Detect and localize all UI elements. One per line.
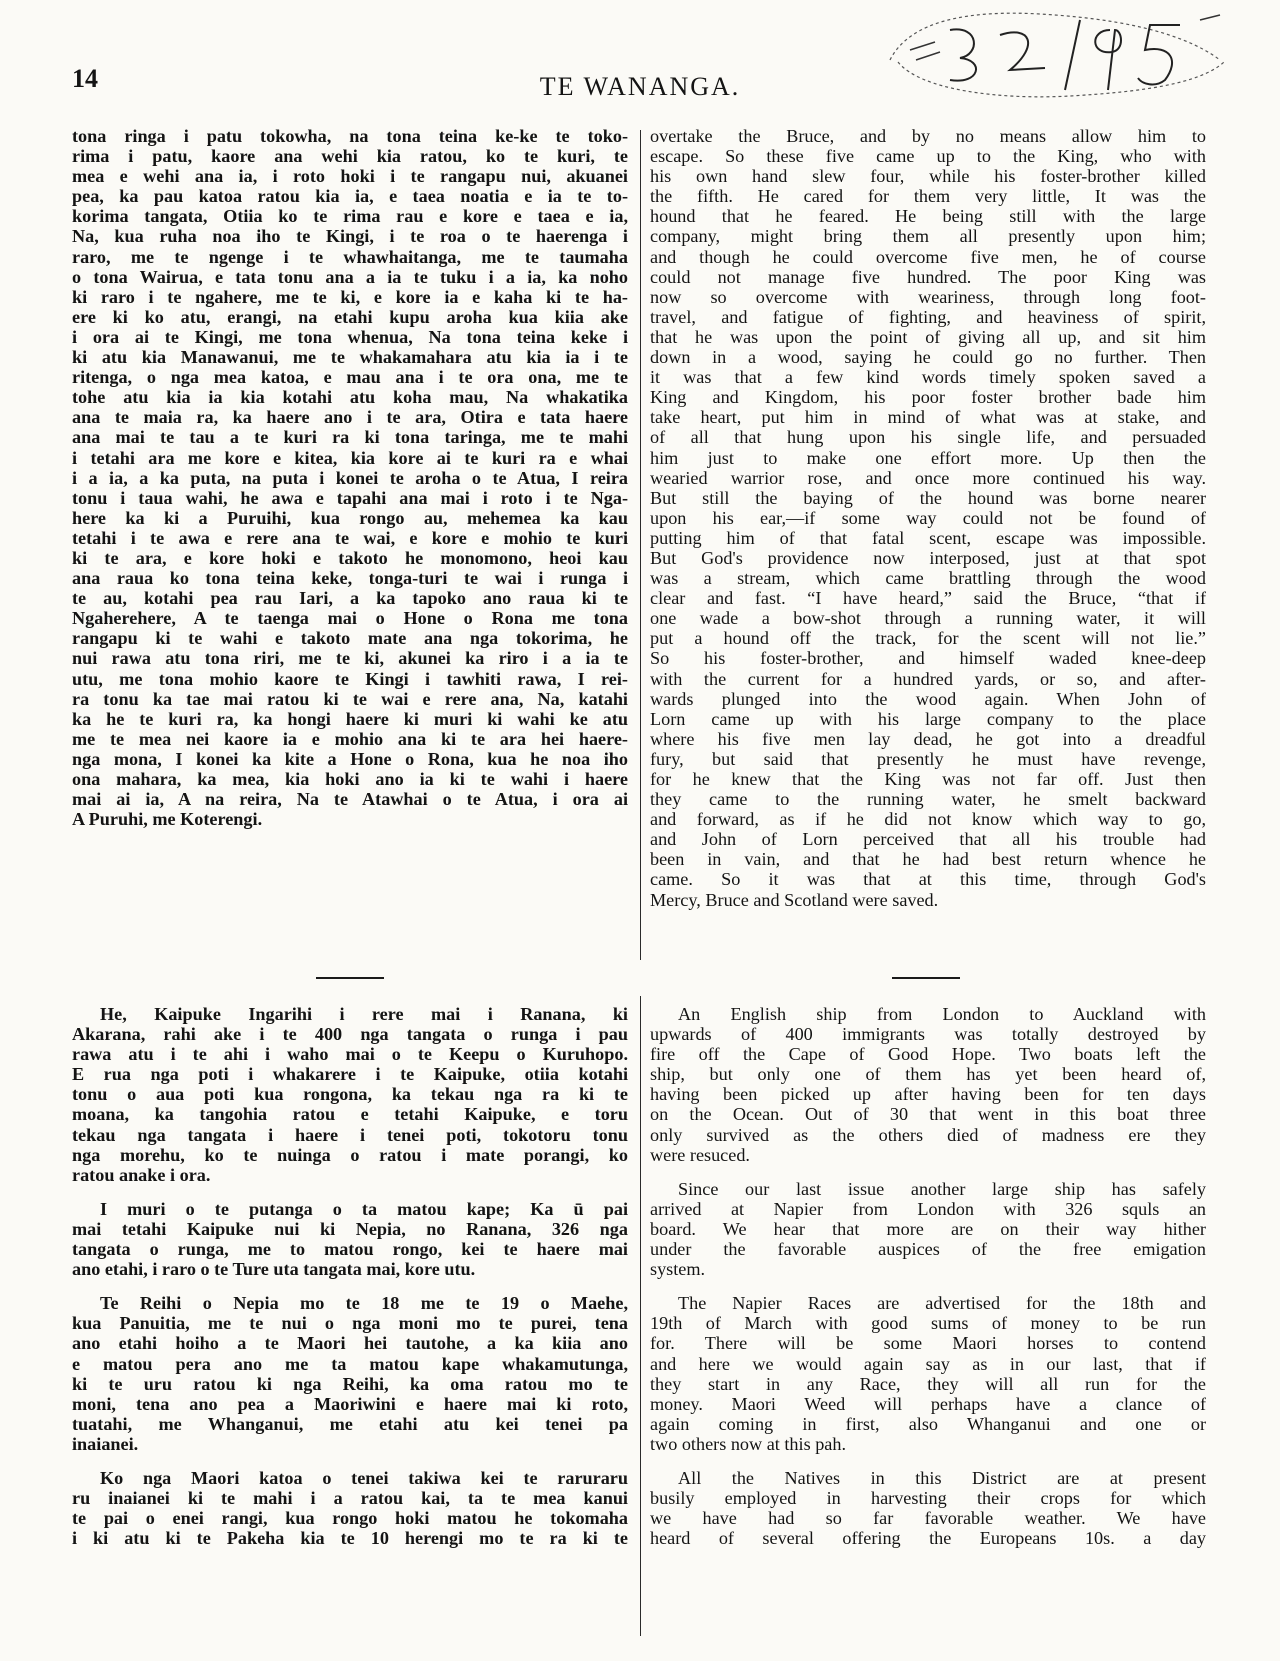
column-divider-upper — [640, 130, 641, 960]
text-line: moana, ka tangohia ratou e tetahi Kaipuke, e toru — [72, 1104, 628, 1125]
text-line: moni, tena ano pea a Maoriwini e haere mai ki roto, — [72, 1393, 628, 1414]
text-line: put a hound off the track, for the scent will not lie.” — [650, 628, 1206, 649]
text-line: ritenga, o nga mea katoa, e mau ana i te ora ona, me te — [72, 367, 628, 388]
text-line: ratou anake i ora. — [72, 1164, 211, 1185]
text-line: tetahi i te awa e rere ana te wai, e kore e mohio te kuri — [72, 527, 628, 548]
text-line: ana te maia ra, ka haere ano i te ara, Otira e tata haere — [72, 407, 628, 428]
maori-news-items — [72, 1004, 628, 1649]
text-line: with the current for a hundred yards, or so, and after- — [650, 668, 1206, 689]
text-line: hound that he feared. He being still with the large — [650, 206, 1206, 227]
text-line: So his foster-brother, and himself waded knee-deep — [650, 648, 1206, 669]
text-line: But God's providence now interposed, just at that spot — [650, 547, 1206, 568]
text-line: ru inaianei ki te mahi i a ratou kai, ta te mea kanui — [72, 1488, 628, 1509]
text-line: 19th of March with good sums of money to be run — [650, 1313, 1206, 1334]
text-line: wearied warrior rose, and once more continued his way. — [650, 467, 1206, 488]
column-divider-lower — [640, 996, 641, 1636]
running-title: TE WANANGA. — [539, 72, 741, 101]
text-line: and though he could overcome five men, he of course — [650, 246, 1206, 267]
text-line: for. There will be some Maori horses to contend — [650, 1333, 1206, 1354]
section-rule-left — [316, 977, 384, 979]
text-line: rawa atu i te ahi i waho mai o te Keepu o Kuruhopo. — [72, 1044, 628, 1065]
text-line: could not manage five hundred. The poor King was — [650, 266, 1206, 287]
text-line: Akarana, rahi ake i te 400 nga tangata o runga i pau — [72, 1024, 628, 1045]
text-line: wards plunged into the wood again. When John of — [650, 688, 1206, 709]
text-line: nui rawa atu tona riri, me te ki, akunei ka riro i a ia te — [72, 648, 628, 669]
text-line: fire off the Cape of Good Hope. Two boats left the — [650, 1044, 1206, 1065]
text-line: Since our last issue another large ship has safely — [678, 1178, 1206, 1199]
text-line: ere ki ko atu, erangi, na etahi kupu aroha kua kiia ake — [72, 306, 628, 327]
text-line: him just to make one effort more. Up then the — [650, 447, 1206, 468]
text-line: Ko nga Maori katoa o tenei takiwa kei te raruraru — [100, 1467, 628, 1488]
text-line: te au, kotahi pea rau Iari, a ka tapoko ano raua ki te — [72, 588, 628, 609]
text-line: tohe atu kia ia kia kotahi atu koha mau, Na whakatika — [72, 387, 628, 408]
text-line: escape. So these five came up to the King, who with — [650, 146, 1206, 167]
text-line: on the Ocean. Out of 30 that went in this boat three — [650, 1104, 1206, 1125]
text-line: An English ship from London to Auckland with — [678, 1004, 1206, 1024]
english-news-items — [650, 1004, 1206, 1649]
text-line: here ka ki a Puruihi, kua rongo au, mehemea ka kau — [72, 507, 628, 528]
text-line: ki te uru ratou ki nga Reihi, ka oma ratou mo te — [72, 1373, 628, 1394]
text-line: Te Reihi o Nepia mo te 18 me te 19 o Maehe, — [100, 1293, 628, 1314]
handwritten-catalogue-mark — [880, 0, 1240, 110]
maori-article-bruce — [72, 126, 628, 866]
text-line: tonu i taua wahi, he awa e tapahi ana mai i roto i te Nga- — [72, 487, 628, 508]
text-line: He, Kaipuke Ingarihi i rere mai i Ranana, ki — [100, 1004, 628, 1024]
text-line: tona ringa i patu tokowha, na tona teina ke-ke te toko- — [72, 126, 628, 146]
text-line: they start in any Race, they will all run for the — [650, 1373, 1206, 1394]
text-line: ano etahi, i raro o te Ture uta tangata mai, kore utu. — [72, 1259, 476, 1280]
paragraph — [650, 126, 1206, 910]
text-line: ki atu kia Manawanui, me te whakamahara atu kia ia i te — [72, 347, 628, 368]
text-line: The Napier Races are advertised for the 18th and — [678, 1293, 1206, 1314]
text-line: busily employed in harvesting their crops for which — [650, 1488, 1206, 1509]
text-line: rangapu ki te wahi e takoto mate ana nga tokorima, he — [72, 628, 628, 649]
text-line: Ngaherehere, A te taenga mai o Hone o Rona me tona — [72, 608, 628, 629]
text-line: down in a wood, saying he could go no further. Then — [650, 347, 1206, 368]
text-line: having been picked up after having been for ten days — [650, 1084, 1206, 1105]
paragraph — [650, 1179, 1206, 1279]
text-line: under the favorable auspices of the free emigation — [650, 1239, 1206, 1260]
text-line: tonu o aua poti kua rongona, ka tekau nga ra ki te — [72, 1084, 628, 1105]
text-line: came. So it was that at this time, through God's — [650, 869, 1206, 890]
text-line: money. Maori Weed will perhaps have a clance of — [650, 1393, 1206, 1414]
text-line: pea, ka pau katoa ratou kia ia, e taea noatia e ia te to- — [72, 186, 628, 207]
text-line: it was that a few kind words timely spoken saved a — [650, 367, 1206, 388]
text-line: me te mea nei kaore ia e mohio ana ki te ara hei haere- — [72, 728, 628, 749]
english-article-bruce — [650, 126, 1206, 976]
text-line: upon his ear,—if some way could not be found of — [650, 507, 1206, 528]
text-line: e matou pera ano me ta matou kape whakamutunga, — [72, 1353, 628, 1374]
text-line: of all that hung upon his single life, and persuaded — [650, 427, 1206, 448]
text-line: the fifth. He cared for them very little, It was the — [650, 186, 1206, 207]
text-line: that he was upon the point of giving all up, and sit him — [650, 326, 1206, 347]
paragraph — [72, 126, 628, 829]
text-line: te pai o enei rangi, kua rongo hoki matou he tokomaha — [72, 1508, 628, 1529]
text-line: mea e wehi ana ia, i roto hoki i te rangapu nui, akuanei — [72, 166, 628, 187]
section-rule-right — [892, 977, 960, 979]
text-line: ki te ara, e kore hoki e takoto he monomono, heoi kau — [72, 547, 628, 568]
text-line: was a stream, which came brattling through the wood — [650, 568, 1206, 589]
paragraph — [650, 1468, 1206, 1548]
text-line: arrived at Napier from London with 326 squls an — [650, 1198, 1206, 1219]
text-line: mai ai ia, A na reira, Na te Atawhai o te Atua, i ora ai — [72, 789, 628, 810]
text-line: and here we would again say as in our last, that if — [650, 1353, 1206, 1374]
text-line: ship, but only one of them has yet been heard of, — [650, 1064, 1206, 1085]
paragraph — [650, 1293, 1206, 1454]
text-line: ona mahara, ka mea, kia hoki ano ia ki te wahi i haere — [72, 769, 628, 789]
text-line: Na, kua ruha noa iho te Kingi, i te roa o te haerenga i — [72, 226, 628, 247]
text-line: company, might bring them all presently upon him; — [650, 226, 1206, 247]
text-line: again coming in first, also Whanganui and one or — [650, 1413, 1206, 1434]
text-line: board. We hear that more are on their way hither — [650, 1218, 1206, 1239]
text-line: overtake the Bruce, and by no means allow him to — [650, 126, 1206, 146]
text-line: mai tetahi Kaipuke nui ki Nepia, no Ranana, 326 nga — [72, 1218, 628, 1239]
text-line: putting him of that fatal scent, escape was impossible. — [650, 527, 1206, 548]
paragraph — [72, 1004, 628, 1185]
text-line: nga mona, I konei ka kite a Hone o Rona, kua he noa iho — [72, 748, 628, 769]
text-line: All the Natives in this District are at present — [678, 1467, 1206, 1488]
text-line: now so overcome with weariness, through long foot- — [650, 286, 1206, 307]
text-line: two others now at this pah. — [650, 1433, 846, 1454]
text-line: Lorn came up with his large company to the place — [650, 708, 1206, 729]
text-line: his own hand slew four, while his foster-brother killed — [650, 166, 1206, 187]
paragraph — [72, 1199, 628, 1279]
text-line: korima tangata, Otiia ko te rima rau e kore e taea e ia, — [72, 206, 628, 227]
text-line: raro, me te ngenge i te whawhaitanga, me te taumaha — [72, 246, 628, 267]
text-line: only survived as the others died of madness ere they — [650, 1124, 1206, 1145]
paragraph — [650, 1004, 1206, 1165]
text-line: ano etahi hoiho a te Maori hei tautohe, a ka kiia ano — [72, 1333, 628, 1354]
text-line: But still the baying of the hound was borne nearer — [650, 487, 1206, 508]
text-line: they came to the running water, he smelt backward — [650, 789, 1206, 810]
text-line: tuatahi, me Whanganui, me etahi atu kei tenei pa — [72, 1413, 628, 1434]
text-line: take heart, put him in mind of what was at stake, and — [650, 407, 1206, 428]
text-line: E rua nga poti i whakarere i te Kaipuke, otiia kotahi — [72, 1064, 628, 1085]
text-line: heard of several offering the Europeans 10s. a day — [650, 1528, 1206, 1549]
text-line: ra tonu ka tae mai ratou ki te wai e rere ana, Na, katahi — [72, 688, 628, 709]
text-line: system. — [650, 1259, 706, 1280]
text-line: ki raro i te ngahere, me te ki, e kore ia e kaha ki te ha- — [72, 286, 628, 307]
text-line: Mercy, Bruce and Scotland were saved. — [650, 889, 939, 910]
text-line: one wade a bow-shot through a running water, it will — [650, 608, 1206, 629]
text-line: been in vain, and that he had best return whence he — [650, 849, 1206, 870]
text-line: o tona Wairua, e tata tonu ana a ia te tuku i a ia, ka noho — [72, 266, 628, 287]
text-line: utu, me tona mohio kaore te Kingi i tawhiti rawa, I rei- — [72, 668, 628, 689]
text-line: nga morehu, ko te nuinga o ratou i mate porangi, ko — [72, 1144, 628, 1165]
text-line: travel, and fatigue of fighting, and heaviness of spirit, — [650, 306, 1206, 327]
text-line: tangata o runga, me to matou rongo, kei te haere mai — [72, 1239, 628, 1260]
text-line: kua Panuitia, me te nui o nga moni mo te purei, tena — [72, 1313, 628, 1334]
text-line: i a ia, a ka puta, na puta i konei te aroha o te Atua, I reira — [72, 467, 628, 488]
text-line: clear and fast. “I have heard,” said the Bruce, “that if — [650, 588, 1206, 609]
text-line: I muri o te putanga o ta matou kape; Ka ū pai — [100, 1198, 628, 1219]
text-line: and John of Lorn perceived that all his trouble had — [650, 829, 1206, 850]
text-line: fury, but said that presently he must have revenge, — [650, 748, 1206, 769]
text-line: ka he te kuri ra, ka hongi haere ki muri ki wahi ke atu — [72, 708, 628, 729]
text-line: tekau nga tangata i haere i tenei poti, tokotoru tonu — [72, 1124, 628, 1145]
text-line: ana raua ko tona teina keke, tonga-turi te wai i runga i — [72, 568, 628, 589]
text-line: inaianei. — [72, 1433, 139, 1454]
text-line: were resuced. — [650, 1144, 750, 1165]
text-line: upwards of 400 immigrants was totally destroyed by — [650, 1024, 1206, 1045]
text-line: we have had so far favorable weather. We have — [650, 1508, 1206, 1529]
text-line: and forward, as if he did not know which way to go, — [650, 809, 1206, 830]
text-line: where his five men lay dead, he got into a dreadful — [650, 728, 1206, 749]
text-line: ana mai te tau a te kuri ra ki tona taringa, me te mahi — [72, 427, 628, 448]
text-line: A Puruhi, me Koterengi. — [72, 809, 263, 830]
page-number: 14 — [72, 64, 98, 93]
text-line: i ora ai te Kingi, me tona whenua, Na tona teina keke i — [72, 326, 628, 347]
text-line: rima i patu, kaore ana wehi kia ratou, ko te kuri, te — [72, 146, 628, 167]
text-line: i tetahi ara me kore e kitea, kia kore ai te kuri ra e whai — [72, 447, 628, 468]
paragraph — [72, 1468, 628, 1548]
paragraph — [72, 1293, 628, 1454]
text-line: for he knew that the King was not far off. Just then — [650, 769, 1206, 789]
text-line: i ki atu ki te Pakeha kia te 10 herengi mo te ra ki te — [72, 1528, 628, 1549]
text-line: King and Kingdom, his poor foster brother bade him — [650, 387, 1206, 408]
